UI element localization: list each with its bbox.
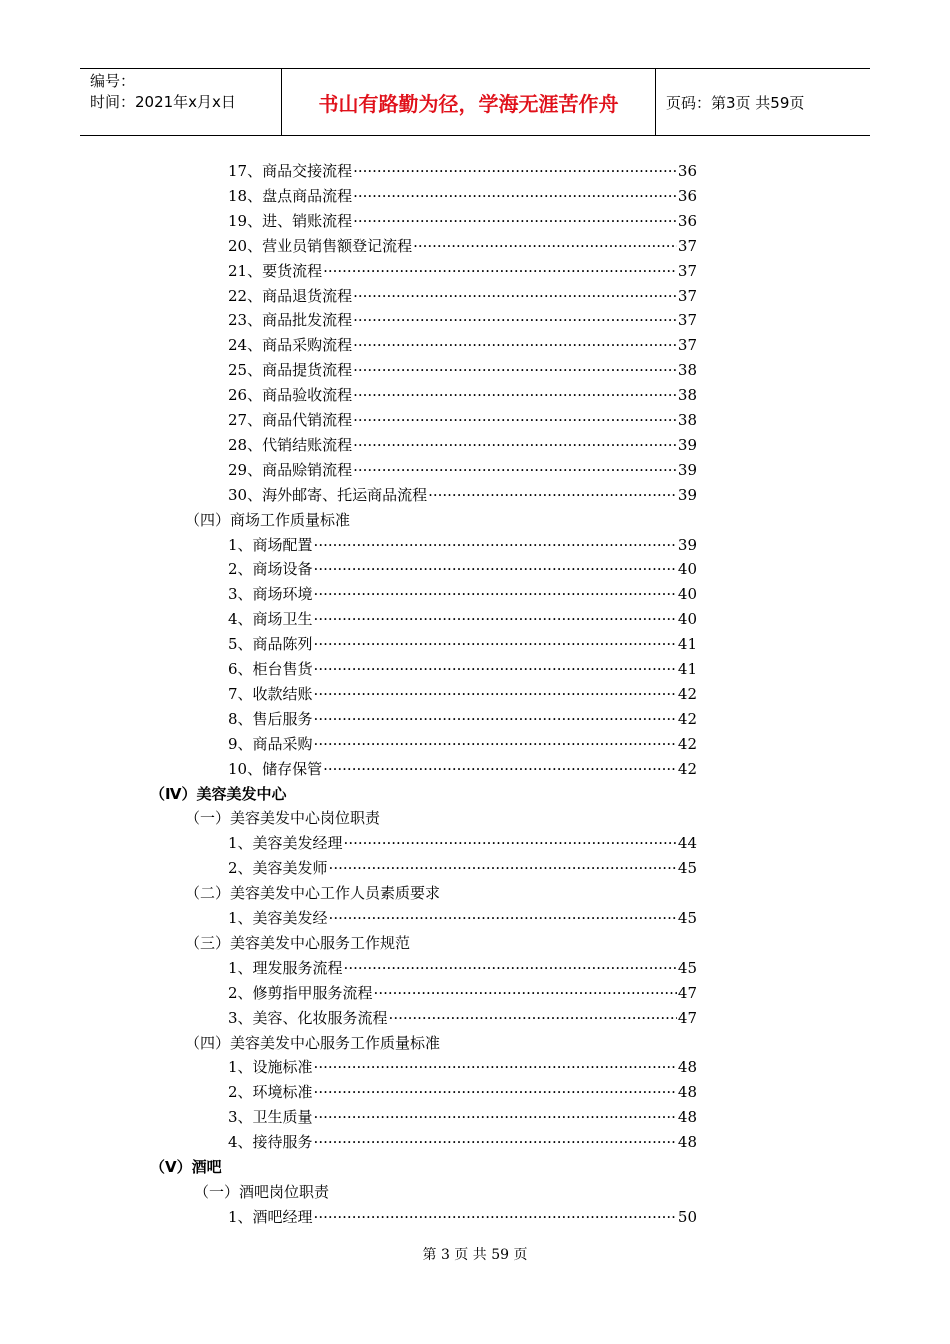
toc-section-heading: （Ⅳ）美容美发中心 (150, 785, 287, 803)
toc-entry-page: 47 (677, 1009, 697, 1027)
toc-entry-title: 22、商品退货流程 (228, 287, 353, 305)
toc-entry-page: 47 (677, 984, 697, 1002)
toc-leader-dots (314, 533, 677, 558)
toc-leader-dots (314, 1080, 677, 1105)
toc-entry-page: 48 (677, 1108, 697, 1126)
toc-entry-page: 40 (677, 560, 697, 578)
toc-entry-page: 39 (677, 536, 697, 554)
toc-entry-page: 42 (677, 710, 697, 728)
header-page-info: 页码：第3页 共59页 (666, 93, 805, 112)
toc-leader-dots (389, 1006, 677, 1031)
toc-entry-page: 38 (677, 386, 697, 404)
toc-entry-title: 17、商品交接流程 (228, 162, 353, 180)
toc-entry-page: 38 (677, 411, 697, 429)
toc-leader-dots (329, 906, 677, 931)
toc-entry[interactable] (228, 234, 697, 259)
toc-entry[interactable] (228, 1006, 697, 1031)
header-motto: 书山有路勤为径，学海无涯苦作舟 (282, 69, 656, 135)
toc-leader-dots (374, 981, 677, 1006)
toc-entry-page: 42 (677, 760, 697, 778)
toc-leader-dots (353, 458, 677, 483)
toc-leader-dots (314, 607, 677, 632)
toc-leader-dots (314, 707, 677, 732)
toc-entry[interactable] (228, 831, 697, 856)
toc-leader-dots (314, 1105, 677, 1130)
toc-leader-dots (314, 682, 677, 707)
toc-entry-title: 1、美容美发经 (228, 909, 328, 927)
toc-entry-page: 45 (677, 959, 697, 977)
toc-entry-title: 3、美容、化妆服务流程 (228, 1009, 388, 1027)
toc-entry-page: 37 (677, 262, 697, 280)
toc-leader-dots (323, 757, 677, 782)
toc-leader-dots (353, 308, 677, 333)
toc-leader-dots (428, 483, 677, 508)
toc-entry-page: 37 (677, 237, 697, 255)
toc-entry-title: 23、商品批发流程 (228, 311, 353, 329)
toc-section-heading: （三）美容美发中心服务工作规范 (185, 934, 411, 952)
toc-section-heading: （二）美容美发中心工作人员素质要求 (185, 884, 441, 902)
toc-leader-dots (314, 557, 677, 582)
toc-section-heading: （四）商场工作质量标准 (185, 511, 351, 529)
toc-entry-title: 24、商品采购流程 (228, 336, 353, 354)
toc-entry[interactable] (228, 557, 697, 582)
toc-entry[interactable] (228, 458, 697, 483)
toc-section-heading: （一）美容美发中心岗位职责 (185, 809, 381, 827)
toc-leader-dots (353, 184, 677, 209)
toc-section-heading: （一）酒吧岗位职责 (194, 1183, 330, 1201)
toc-entry[interactable] (228, 906, 697, 931)
toc-entry[interactable] (228, 732, 697, 757)
toc-entry-page: 42 (677, 685, 697, 703)
toc-entry-title: 1、美容美发经理 (228, 834, 343, 852)
toc-leader-dots (413, 234, 677, 259)
page-header (80, 68, 870, 136)
toc-entry[interactable] (228, 533, 697, 558)
toc-entry-page: 45 (677, 909, 697, 927)
toc-entry-page: 50 (677, 1208, 697, 1226)
toc-entry-page: 37 (677, 287, 697, 305)
toc-leader-dots (353, 358, 677, 383)
toc-entry[interactable] (228, 856, 697, 881)
toc-entry[interactable] (228, 209, 697, 234)
toc-entry-title: 2、美容美发师 (228, 859, 328, 877)
toc-entry[interactable] (228, 657, 697, 682)
toc-entry-page: 41 (677, 635, 697, 653)
toc-entry-title: 2、修剪指甲服务流程 (228, 984, 373, 1002)
toc-entry-page: 48 (677, 1083, 697, 1101)
toc-entry-title: 9、商品采购 (228, 735, 313, 753)
toc-leader-dots (314, 1055, 677, 1080)
toc-section-heading: （Ⅴ）酒吧 (150, 1158, 222, 1176)
toc-leader-dots (353, 333, 677, 358)
toc-entry[interactable] (228, 1130, 697, 1155)
header-number-label: 编号： (90, 72, 136, 90)
toc-entry-title: 21、要货流程 (228, 262, 323, 280)
toc-entry[interactable] (228, 582, 697, 607)
toc-leader-dots (344, 956, 677, 981)
toc-entry-page: 36 (677, 162, 697, 180)
toc-entry[interactable] (228, 1055, 697, 1080)
toc-entry[interactable] (228, 383, 697, 408)
toc-entry-page: 37 (677, 311, 697, 329)
toc-entry-title: 4、商场卫生 (228, 610, 313, 628)
toc-entry[interactable] (228, 358, 697, 383)
toc-leader-dots (314, 657, 677, 682)
toc-leader-dots (353, 408, 677, 433)
toc-leader-dots (329, 856, 677, 881)
toc-leader-dots (353, 383, 677, 408)
toc-section-heading: （四）美容美发中心服务工作质量标准 (185, 1034, 441, 1052)
toc-entry[interactable] (228, 1205, 697, 1230)
toc-entry-title: 5、商品陈列 (228, 635, 313, 653)
toc-entry-title: 8、售后服务 (228, 710, 313, 728)
toc-entry[interactable] (228, 284, 697, 309)
toc-entry[interactable] (228, 757, 697, 782)
toc-leader-dots (353, 433, 677, 458)
toc-entry[interactable] (228, 184, 697, 209)
toc-entry[interactable] (228, 259, 697, 284)
toc-leader-dots (344, 831, 677, 856)
toc-entry-title: 28、代销结账流程 (228, 436, 353, 454)
toc-entry-page: 40 (677, 585, 697, 603)
toc-entry-page: 39 (677, 461, 697, 479)
toc-entry-page: 42 (677, 735, 697, 753)
toc-entry-title: 27、商品代销流程 (228, 411, 353, 429)
toc-entry-title: 10、储存保管 (228, 760, 323, 778)
toc-entry[interactable] (228, 682, 697, 707)
toc-entry-title: 4、接待服务 (228, 1133, 313, 1151)
toc-leader-dots (314, 632, 677, 657)
toc-entry[interactable] (228, 607, 697, 632)
toc-entry-page: 41 (677, 660, 697, 678)
header-meta (80, 69, 282, 135)
toc-entry-title: 1、商场配置 (228, 536, 313, 554)
toc-entry[interactable] (228, 159, 697, 184)
toc-entry[interactable] (228, 408, 697, 433)
toc-entry-title: 3、商场环境 (228, 585, 313, 603)
toc-leader-dots (353, 159, 677, 184)
toc-entry-title: 2、环境标准 (228, 1083, 313, 1101)
toc-entry[interactable] (228, 333, 697, 358)
toc-leader-dots (353, 284, 677, 309)
toc-entry-title: 29、商品赊销流程 (228, 461, 353, 479)
toc-entry-page: 36 (677, 212, 697, 230)
toc-entry-page: 44 (677, 834, 697, 852)
toc-entry-title: 7、收款结账 (228, 685, 313, 703)
toc-entry[interactable] (228, 632, 697, 657)
toc-entry-page: 48 (677, 1058, 697, 1076)
toc-leader-dots (314, 582, 677, 607)
toc-entry-page: 48 (677, 1133, 697, 1151)
toc-entry-title: 6、柜台售货 (228, 660, 313, 678)
toc-leader-dots (314, 732, 677, 757)
toc-entry-page: 40 (677, 610, 697, 628)
toc-entry-page: 39 (677, 436, 697, 454)
header-time-label: 时间：2021年x月x日 (90, 93, 236, 111)
toc-entry-title: 19、进、销账流程 (228, 212, 353, 230)
toc-entry-title: 30、海外邮寄、托运商品流程 (228, 486, 428, 504)
toc-entry-title: 20、营业员销售额登记流程 (228, 237, 413, 255)
toc-entry[interactable] (228, 956, 697, 981)
toc-entry-page: 45 (677, 859, 697, 877)
toc-entry[interactable] (228, 981, 697, 1006)
toc-entry-title: 1、理发服务流程 (228, 959, 343, 977)
toc-leader-dots (314, 1130, 677, 1155)
toc-entry-page: 39 (677, 486, 697, 504)
toc-entry[interactable] (228, 1105, 697, 1130)
toc-leader-dots (314, 1205, 677, 1230)
toc-entry[interactable] (228, 1080, 697, 1105)
toc-entry-page: 38 (677, 361, 697, 379)
toc-entry[interactable] (228, 433, 697, 458)
toc-entry-title: 2、商场设备 (228, 560, 313, 578)
toc-entry-title: 26、商品验收流程 (228, 386, 353, 404)
toc-entry-title: 3、卫生质量 (228, 1108, 313, 1126)
page-footer: 第 3 页 共 59 页 (422, 1247, 528, 1263)
toc-entry-title: 1、酒吧经理 (228, 1208, 313, 1226)
toc-entry[interactable] (228, 707, 697, 732)
toc-entry-title: 25、商品提货流程 (228, 361, 353, 379)
toc-leader-dots (323, 259, 677, 284)
toc-entry-page: 36 (677, 187, 697, 205)
toc-entry[interactable] (228, 308, 697, 333)
toc-leader-dots (353, 209, 677, 234)
toc-entry-page: 37 (677, 336, 697, 354)
toc-entry-title: 18、盘点商品流程 (228, 187, 353, 205)
toc-entry-title: 1、设施标准 (228, 1058, 313, 1076)
toc-entry[interactable] (228, 483, 697, 508)
